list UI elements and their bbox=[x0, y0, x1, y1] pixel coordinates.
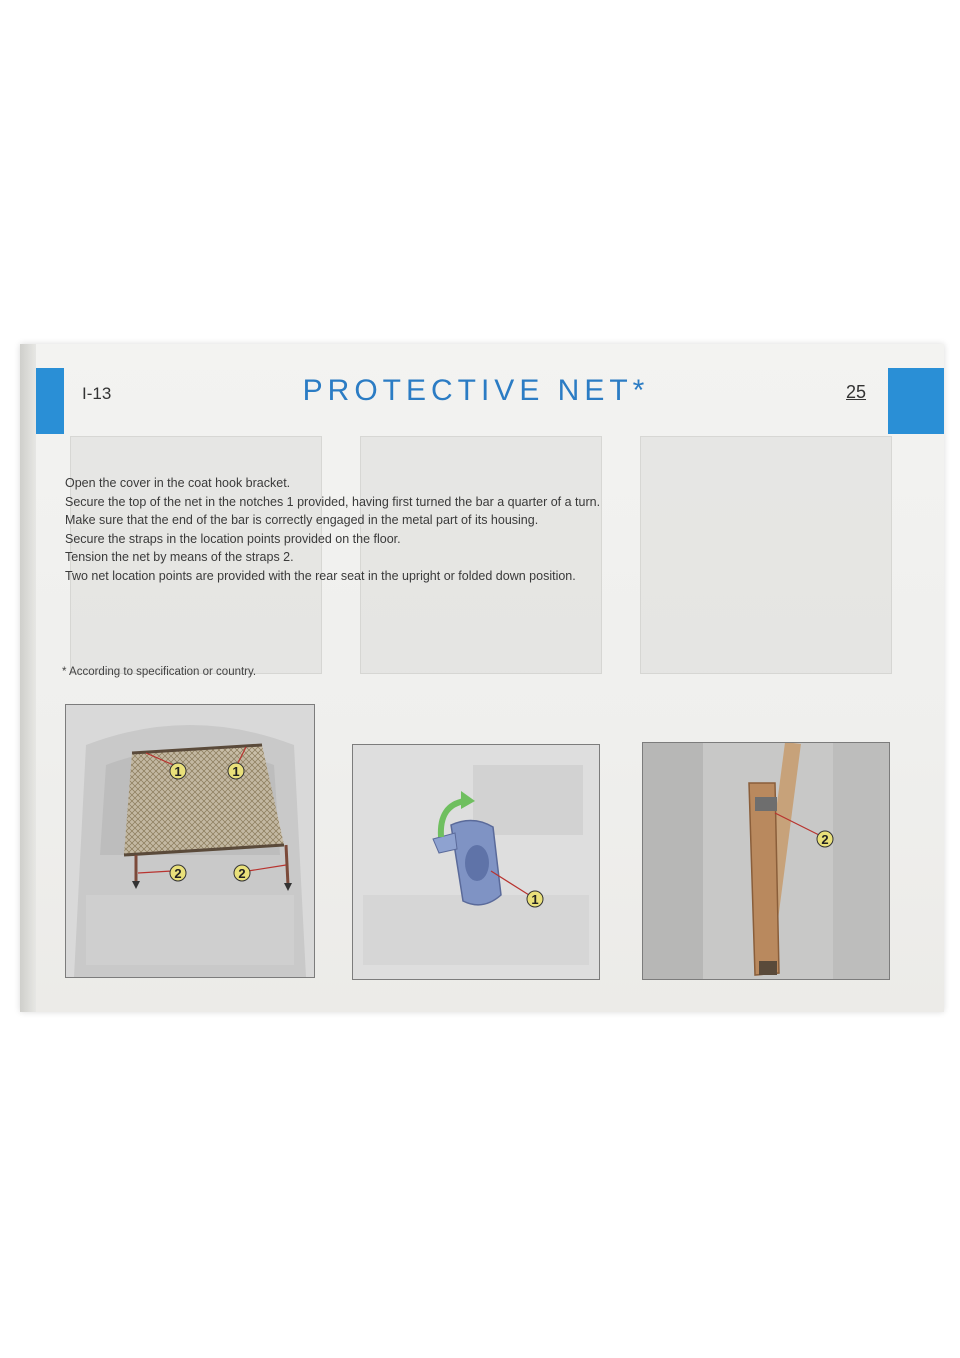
instruction-line: Two net location points are provided with the rear seat in the upright or folded down position. bbox=[65, 568, 576, 583]
callout-1 bbox=[527, 891, 543, 907]
svg-text:2: 2 bbox=[174, 866, 182, 881]
figure-coat-hook-bracket bbox=[352, 744, 600, 980]
svg-text:1: 1 bbox=[531, 892, 539, 907]
svg-text:1: 1 bbox=[232, 764, 240, 779]
left-blue-tab bbox=[36, 368, 64, 434]
footnote: * According to specification or country. bbox=[62, 666, 257, 678]
figure-strap-location bbox=[642, 742, 890, 980]
bracket-illustration bbox=[353, 745, 599, 979]
page-title: PROTECTIVE NET* bbox=[302, 374, 650, 407]
figure-net-in-boot bbox=[65, 704, 315, 978]
instruction-line: Open the cover in the coat hook bracket. bbox=[65, 476, 291, 490]
svg-text:2: 2 bbox=[238, 866, 246, 881]
instruction-line: Secure the straps in the location points provided on the floor. bbox=[65, 531, 401, 546]
strap-illustration bbox=[643, 743, 889, 979]
instruction-line: Secure the top of the net in the notches 1 provided, having first turned the bar a quarter of a turn. bbox=[65, 494, 601, 509]
callout-1 bbox=[170, 763, 186, 779]
instruction-line: Tension the net by means of the straps 2. bbox=[65, 550, 294, 564]
callout-2 bbox=[234, 865, 250, 881]
strap-right bbox=[286, 845, 288, 885]
callout-2 bbox=[817, 831, 833, 847]
svg-text:1: 1 bbox=[174, 764, 182, 779]
instruction-text bbox=[65, 474, 845, 585]
section-code: I-13 bbox=[82, 384, 112, 403]
right-blue-tab bbox=[888, 368, 944, 434]
callout-1 bbox=[228, 763, 244, 779]
callout-2 bbox=[170, 865, 186, 881]
page-edge-shadow bbox=[20, 344, 36, 1012]
net-illustration bbox=[66, 705, 314, 977]
svg-text:2: 2 bbox=[821, 832, 829, 847]
page-number: 25 bbox=[846, 382, 867, 402]
instruction-line: Make sure that the end of the bar is correctly engaged in the metal part of its housing. bbox=[65, 513, 539, 527]
strap bbox=[749, 783, 779, 975]
manual-page bbox=[20, 344, 944, 1012]
